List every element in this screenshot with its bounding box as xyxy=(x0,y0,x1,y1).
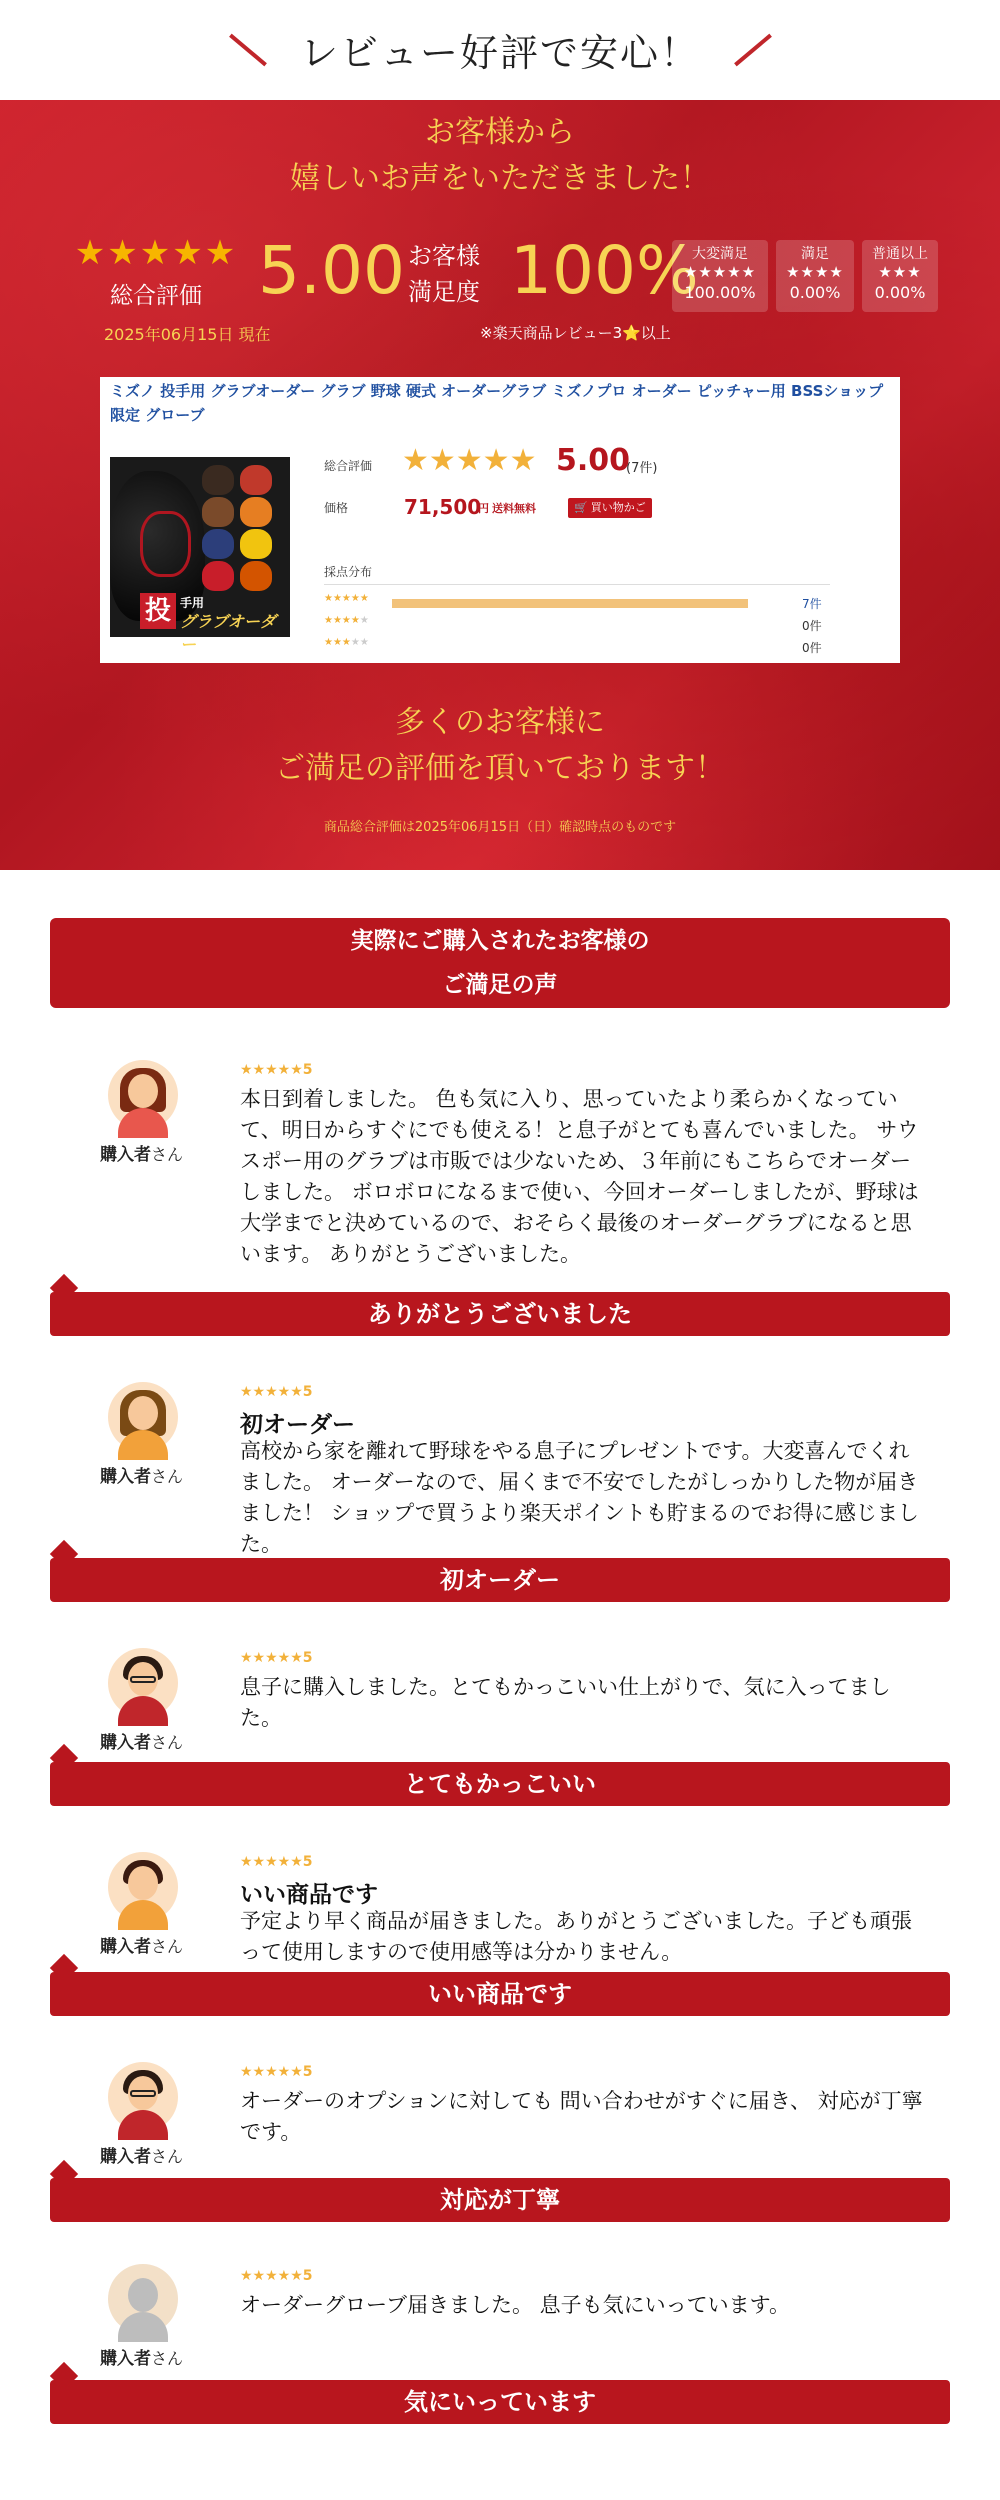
image-caption-name: グラブオーダー xyxy=(180,612,276,654)
hero-line-1: お客様から xyxy=(425,115,575,150)
review-stars-icon: ★★★★★5 xyxy=(240,2268,313,2284)
satisfaction-label-2: 満足度 xyxy=(408,278,480,306)
review-stars-icon: ★★★★★5 xyxy=(240,1650,313,1666)
overall-stars-icon: ★★★★★ xyxy=(74,233,238,273)
product-score: 5.00 xyxy=(556,443,631,478)
review-text: 息子に購入しました。とてもかっこいい仕上がりで、気に入ってました。 xyxy=(240,1675,891,1730)
review-text: 高校から家を離れて野球をやる息子にプレゼントです。大変喜んでくれました。 オーダーなので、届くまで不安でしたがしっかりした物が届きました！ ショップで買うより楽天ポイントも貯まるのでお得に感じました。 xyxy=(240,1439,919,1556)
image-caption-big: 投 xyxy=(140,593,176,629)
cart-icon: 🛒 xyxy=(574,501,588,514)
hero-headline xyxy=(0,110,1000,202)
distribution-row-4 xyxy=(324,615,844,635)
price-currency: 円 xyxy=(478,502,489,515)
overall-label: 総合評価 xyxy=(110,283,202,309)
badge-very-satisfied xyxy=(672,240,768,312)
page-header xyxy=(0,0,1000,100)
reviewer-name: 購入者さん xyxy=(100,1733,184,1753)
badge-percent: 0.00% xyxy=(789,283,841,302)
divider xyxy=(324,584,830,585)
avatar-icon xyxy=(108,1852,178,1922)
review-text: オーダーのオプションに対しても 問い合わせがすぐに届き、 対応が丁寧です。 xyxy=(240,2089,923,2144)
review-text: 本日到着しました。 色も気に入り、思っていたより柔らかくなっていて、明日からすぐにでも使える！と息子がとても喜んでいました。 サウスポー用のグラブは市販では少ないため、３年前にもこちらでオーダーしました。 ボロボロになるまで使い、今回オーダーしましたが、野球は大学までと決めているので、おそらく最後のオーダーグラブになると思います。 ありがとうございました。 xyxy=(240,1087,919,1266)
customer-voice-banner xyxy=(50,918,950,1008)
overall-score: 5.00 xyxy=(258,232,405,309)
reviewer-name: 購入者さん xyxy=(100,2349,184,2369)
hero-line-2: 嬉しいお声をいただきました！ xyxy=(290,161,710,196)
review-banner: いい商品です xyxy=(50,1972,950,2016)
product-card[interactable] xyxy=(100,377,900,663)
review-banner: とてもかっこいい xyxy=(50,1762,950,1806)
image-caption xyxy=(140,593,290,654)
dist-stars-icon: ★★★★★ xyxy=(324,615,369,626)
review-note: ※楽天商品レビュー3⭐以上 xyxy=(480,324,671,342)
satisfaction-label-1: お客様 xyxy=(408,242,480,270)
avatar-icon xyxy=(108,2264,178,2334)
free-shipping-label: 送料無料 xyxy=(492,502,536,515)
review-banner: 対応が丁寧 xyxy=(50,2178,950,2222)
footnote: 商品総合評価は2025年06月15日（日）確認時点のものです xyxy=(323,820,677,835)
review-stars-icon: ★★★★★5 xyxy=(240,1384,313,1400)
satisfaction-label xyxy=(408,238,480,310)
image-caption-small: 手用 xyxy=(180,596,205,610)
section-line-2: ご満足の声 xyxy=(442,972,558,998)
as-of-date: 2025年06月15日 現在 xyxy=(104,325,271,344)
section-line-1: 実際にご購入されたお客様の xyxy=(350,928,650,954)
reviewer-name: 購入者さん xyxy=(100,2147,184,2167)
rating-label: 総合評価 xyxy=(324,459,373,473)
reviewer-name: 購入者さん xyxy=(100,1467,184,1487)
page-title: レビュー好評で安心！ xyxy=(299,31,700,75)
closing-line-1: 多くのお客様に xyxy=(395,705,605,740)
badge-satisfied xyxy=(776,240,854,312)
dist-bar xyxy=(392,599,748,608)
product-title-link[interactable]: ミズノ 投手用 グラブオーダー グラブ 野球 硬式 オーダーグラブ ミズノプロ オーダー ピッチャー用 BSSショップ限定 グローブ xyxy=(110,382,884,424)
cart-label: 買い物かご xyxy=(590,501,646,514)
review-stars-icon: ★★★★★5 xyxy=(240,1062,313,1078)
badge-label: 大変満足 xyxy=(692,246,748,262)
dist-count: 0件 xyxy=(802,619,822,633)
dist-count-link[interactable]: 7件 xyxy=(802,597,822,611)
badge-label: 普通以上 xyxy=(872,246,928,262)
badge-average-or-above xyxy=(862,240,938,312)
product-image[interactable] xyxy=(110,457,290,654)
distribution-row-3 xyxy=(324,637,844,657)
satisfaction-value: 100% xyxy=(510,232,699,309)
review-banner: 気にいっています xyxy=(50,2380,950,2424)
badge-percent: 100.00% xyxy=(684,283,756,302)
overall-rating xyxy=(66,235,246,310)
badge-stars-icon: ★★★★ xyxy=(786,263,844,281)
review-stars-icon: ★★★★★5 xyxy=(240,1854,313,1870)
review-title: 初オーダー xyxy=(240,1412,355,1438)
product-price: 71,500 xyxy=(404,495,482,519)
dist-count: 0件 xyxy=(802,641,822,655)
closing-line-2: ご満足の評価を頂いております！ xyxy=(275,751,725,786)
price-label: 価格 xyxy=(324,501,349,515)
review-title: いい商品です xyxy=(240,1882,378,1908)
review-text: オーダーグローブ届きました。 息子も気にいっています。 xyxy=(240,2293,790,2317)
avatar-icon xyxy=(108,1060,178,1130)
review-summary-section xyxy=(0,100,1000,870)
reviewer-name: 購入者さん xyxy=(100,1937,184,1957)
badge-stars-icon: ★★★ xyxy=(878,263,922,281)
add-to-cart-button[interactable] xyxy=(568,498,652,518)
avatar-icon xyxy=(108,2062,178,2132)
dist-stars-icon: ★★★★★ xyxy=(324,637,369,648)
avatar-icon xyxy=(108,1648,178,1718)
badge-stars-icon: ★★★★★ xyxy=(683,263,757,281)
closing-headline xyxy=(0,700,1000,792)
review-banner: 初オーダー xyxy=(50,1558,950,1602)
badge-label: 満足 xyxy=(801,246,829,262)
product-stars-icon: ★★★★★ xyxy=(402,443,537,478)
review-count-link[interactable]: (7件) xyxy=(626,461,658,476)
badge-percent: 0.00% xyxy=(874,283,926,302)
reviewer-name: 購入者さん xyxy=(100,1145,184,1165)
review-text: 予定より早く商品が届きました。ありがとうございました。子ども頑張って使用しますので使用感等は分かりません。 xyxy=(240,1909,912,1964)
distribution-label: 採点分布 xyxy=(324,565,373,579)
review-stars-icon: ★★★★★5 xyxy=(240,2064,313,2080)
review-banner: ありがとうございました xyxy=(50,1292,950,1336)
avatar-icon xyxy=(108,1382,178,1452)
distribution-row-5 xyxy=(324,593,844,613)
dist-stars-icon: ★★★★★ xyxy=(324,593,369,604)
